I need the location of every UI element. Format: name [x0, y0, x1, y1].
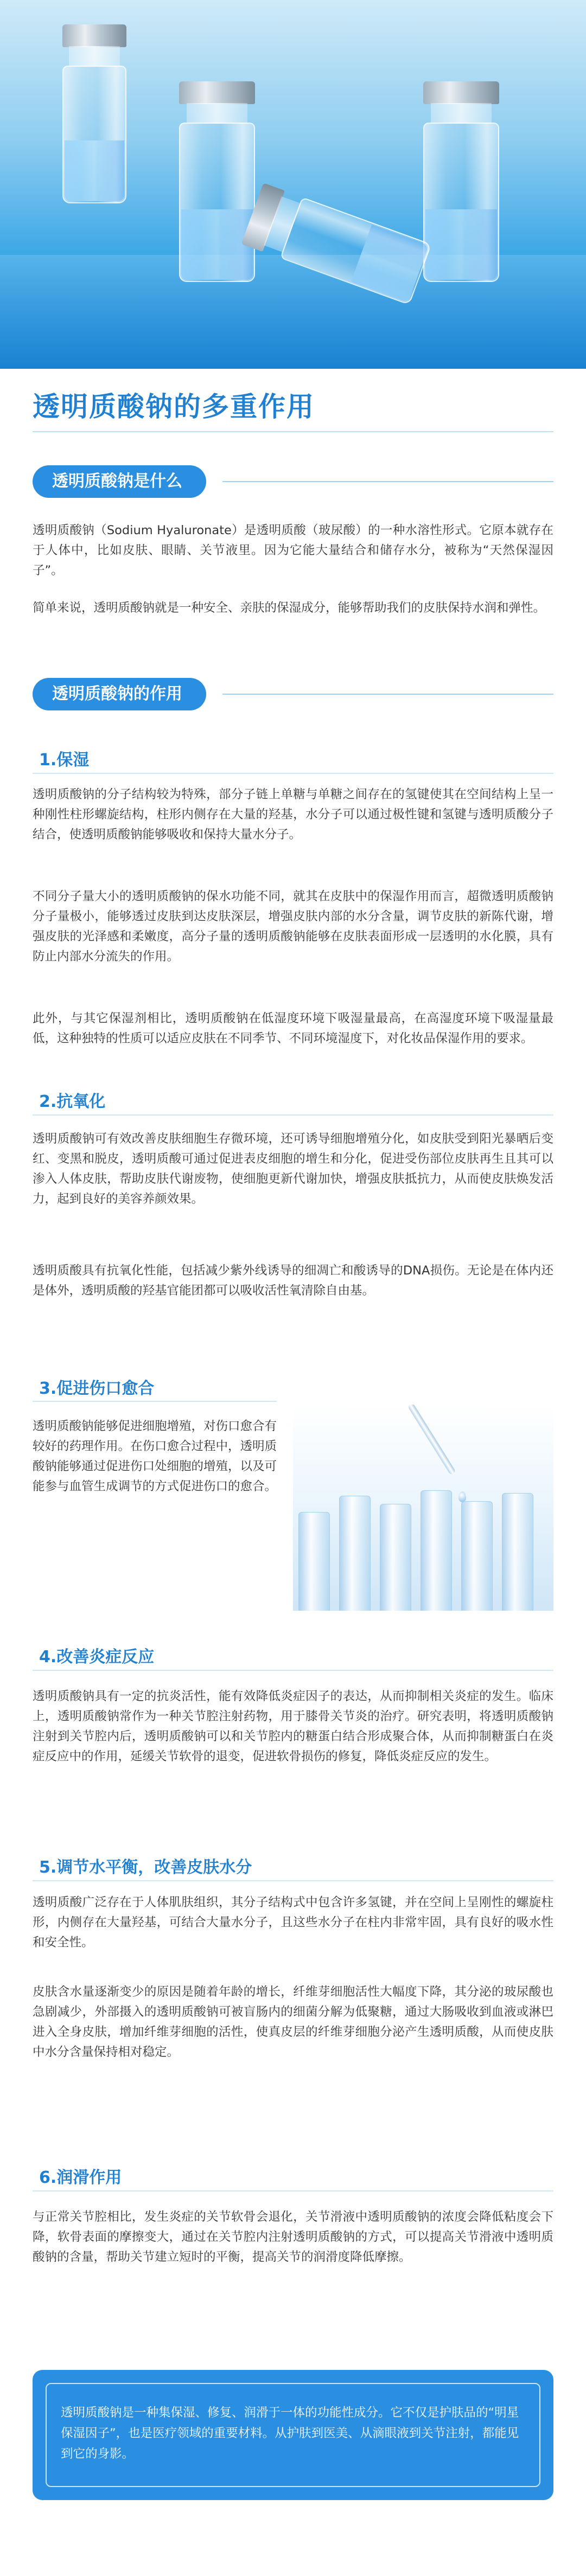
subheading-divider [33, 1401, 277, 1402]
balance-paragraph-1: 透明质酸广泛存在于人体肌肤组织，其分子结构式中包含许多氢键，并在空间上呈刚性的螺旋柱形，内侧存在大量羟基，可结合大量水分子，且这些水分子在柱内非常牢固，具有良好的吸水性和安全性。 [33, 1895, 553, 1950]
healing-paragraph-1: 透明质酸钠能够促进细胞增殖，对伤口愈合有较好的药理作用。在伤口愈合过程中，透明质酸钠能够通过促进伤口处细胞的增殖，以及可能参与血管生成调节的方式促进伤口的愈合。 [33, 1419, 277, 1494]
antioxidant-paragraph-1: 透明质酸钠可有效改善皮肤细胞生存微环境，还可诱导细胞增殖分化，如皮肤受到阳光暴晒后变红、变黑和脱皮，透明质酸可通过促进表皮细胞的增生和分化，促进受伤部位皮肤再生且其可以渗入人体皮肤，帮助皮肤代谢废物，使细胞更新代谢加快，增强皮肤抵抗力，从而使皮肤焕发活力，起到良好的美容养颜效果。 [33, 1132, 553, 1206]
subheading-divider [33, 2190, 553, 2191]
test-tube [298, 1512, 330, 1611]
subheading-divider [33, 773, 553, 774]
section-heading-label: 透明质酸钠的作用 [33, 678, 206, 710]
summary-text: 透明质酸钠是一种集保湿、修复、润滑于一体的功能性成分。它不仅是护肤品的“明星保湿因子”，也是医疗领域的重要材料。从护肤到医美、从滴眼液到关节注射，都能见到它的身影。 [61, 2406, 519, 2461]
antioxidant-paragraph-2: 透明质酸具有抗氧化性能，包括减少紫外线诱导的细凋亡和酸诱导的DNA损伤。无论是在体内还是体外，透明质酸的羟基官能团都可以吸收活性氧清除自由基。 [33, 1264, 553, 1298]
what-paragraph-2: 简单来说，透明质酸钠就是一种安全、亲肤的保湿成分，能够帮助我们的皮肤保持水润和弹性。 [33, 601, 546, 615]
test-tube [380, 1504, 411, 1611]
test-tube [339, 1496, 371, 1611]
test-tube [461, 1501, 493, 1611]
subheading-divider [33, 1880, 553, 1881]
summary-box [33, 2370, 553, 2500]
subheading-lubrication: 6.润滑作用 [39, 2168, 122, 2187]
moisture-paragraph-3: 此外，与其它保湿剂相比，透明质酸钠在低湿度环境下吸湿量最高，在高湿度环境下吸湿量最低，这种独特的性质可以适应皮肤在不同季节、不同环境湿度下，对化妆品保湿作用的要求。 [33, 1011, 553, 1046]
subheading-water-balance: 5.调节水平衡，改善皮肤水分 [39, 1858, 252, 1877]
dropper-tubes-image [293, 1405, 553, 1611]
subheading-divider [33, 1114, 553, 1116]
test-tube [502, 1493, 533, 1611]
section-heading-effects [33, 678, 553, 710]
subheading-divider [33, 1670, 553, 1671]
hero-vials-image [0, 0, 586, 369]
inflammation-paragraph-1: 透明质酸钠具有一定的抗炎活性，能有效降低炎症因子的表达，从而抑制相关炎症的发生。临床上，透明质酸钠常作为一种关节腔注射药物，用于膝骨关节炎的治疗。研究表明，将透明质酸钠注射到关节腔内后，透明质酸钠可以和关节腔内的糖蛋白结合形成聚合体，从而抑制糖蛋白在炎症反应中的作用，延缓关节软骨的退变，促进软骨损伤的修复，降低炎症反应的发生。 [33, 1689, 553, 1764]
title-divider [33, 431, 553, 432]
vial-right [423, 81, 499, 282]
page-title: 透明质酸钠的多重作用 [33, 391, 315, 422]
moisture-paragraph-2: 不同分子量大小的透明质酸钠的保水功能不同，就其在皮肤中的保湿作用而言，超微透明质酸钠分子量极小，能够透过皮肤到达皮肤深层，增强皮肤内部的水分含量，调节皮肤的新陈代谢，增强皮肤的光泽感和柔嫩度，高分子量的透明质酸钠能够在皮肤表面形成一层透明的水化膜，具有防止内部水分流失的作用。 [33, 889, 553, 964]
what-paragraph-1: 透明质酸钠（Sodium Hyaluronate）是透明质酸（玻尿酸）的一种水溶性形式。它原本就存在于人体中，比如皮肤、眼睛、关节液里。因为它能大量结合和储存水分，被称为“天然保湿因子”。 [33, 523, 553, 578]
section-heading-rule [222, 694, 553, 695]
lubrication-paragraph-1: 与正常关节腔相比，发生炎症的关节软骨会退化，关节滑液中透明质酸钠的浓度会降低粘度会下降，软骨表面的摩擦变大，通过在关节腔内注射透明质酸钠的方式，可以提高关节滑液中透明质酸钠的含量，帮助关节建立短时的平衡，提高关节的润滑度降低摩擦。 [33, 2210, 553, 2264]
moisture-paragraph-1: 透明质酸钠的分子结构较为特殊，部分子链上单糖与单糖之间存在的氢键使其在空间结构上呈一种刚性柱形螺旋结构，柱形内侧存在大量的羟基，水分子可以通过极性键和氢键与透明质酸分子结合，使透明质酸钠能够吸收和保持大量水分子。 [33, 787, 553, 842]
section-heading-what [33, 465, 553, 498]
section-heading-label: 透明质酸钠是什么 [33, 465, 206, 498]
balance-paragraph-2: 皮肤含水量逐渐变少的原因是随着年龄的增长，纤维芽细胞活性大幅度下降，其分泌的玻尿酸也急剧减少，外部摄入的透明质酸钠可被盲肠内的细菌分解为低聚糖，通过大肠吸收到血液或淋巴进入全身皮肤，增加纤维芽细胞的活性，使真皮层的纤维芽细胞分泌产生透明质酸，从而使皮肤中水分含量保持相对稳定。 [33, 1985, 553, 2059]
section-heading-rule [222, 481, 553, 482]
water-drop-icon [458, 1491, 466, 1502]
subheading-moisture: 1.保湿 [39, 751, 90, 770]
subheading-antioxidant: 2.抗氧化 [39, 1092, 106, 1111]
subheading-healing: 3.促进伤口愈合 [39, 1379, 155, 1398]
subheading-inflammation: 4.改善炎症反应 [39, 1648, 155, 1667]
vial-center [179, 81, 255, 282]
dropper-icon [407, 1405, 456, 1475]
vial-left [62, 24, 126, 203]
test-tube [421, 1490, 452, 1611]
